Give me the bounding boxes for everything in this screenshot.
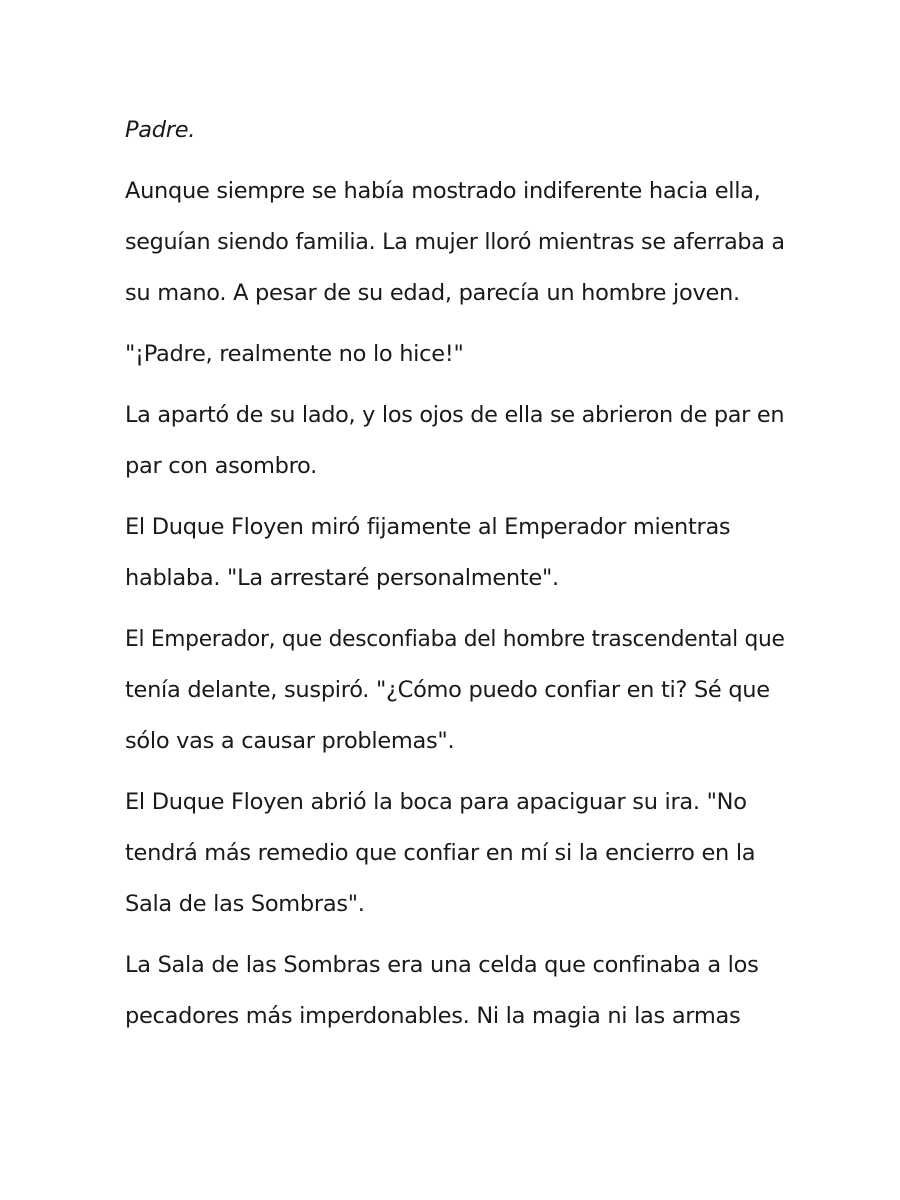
paragraph-4 [125,390,785,492]
text-line: hablaba. "La arrestaré personalmente". [125,565,559,591]
text-line: par con asombro. [125,453,317,479]
text-line: Sala de las Sombras". [125,891,365,917]
text-line: seguían siendo familia. La mujer lloró mientras se aferraba a [125,229,785,255]
text-line: Aunque siempre se había mostrado indiferente hacia ella, [125,178,761,204]
paragraph-5 [125,502,785,604]
paragraph-6 [125,614,785,767]
text-line: su mano. A pesar de su edad, parecía un hombre joven. [125,280,740,306]
text-line: El Duque Floyen abrió la boca para apaciguar su ira. "No [125,789,747,815]
text-line: Padre. [125,117,196,143]
paragraph-3 [125,329,785,380]
text-line: pecadores más imperdonables. Ni la magia ni las armas [125,1003,741,1029]
document-body [125,105,785,1052]
text-line: La Sala de las Sombras era una celda que confinaba a los [125,952,759,978]
text-line: tenía delante, suspiró. "¿Cómo puedo confiar en ti? Sé que [125,677,770,703]
text-line: "¡Padre, realmente no lo hice!" [125,341,464,367]
paragraph-8 [125,940,785,1042]
text-line: El Duque Floyen miró fijamente al Emperador mientras [125,514,731,540]
paragraph-2 [125,166,785,319]
paragraph-7 [125,777,785,930]
text-line: sólo vas a causar problemas". [125,728,455,754]
text-line: tendrá más remedio que confiar en mí si la encierro en la [125,840,756,866]
paragraph-1 [125,105,785,156]
text-line: El Emperador, que desconfiaba del hombre trascendental que [125,627,785,652]
text-line: La apartó de su lado, y los ojos de ella se abrieron de par en [125,402,785,428]
